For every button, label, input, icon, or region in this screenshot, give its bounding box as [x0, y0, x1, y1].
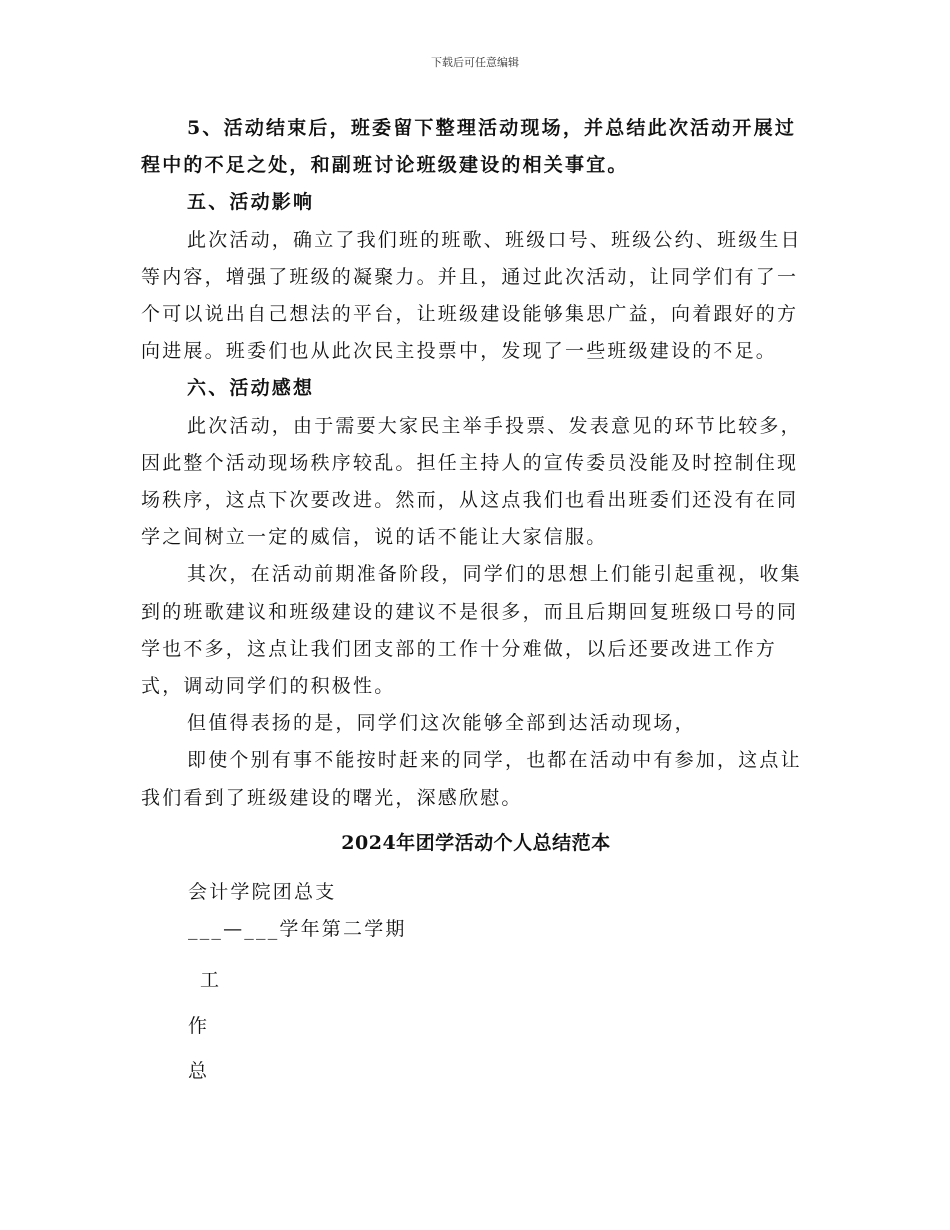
- paragraph-step-5: 5、活动结束后，班委留下整理活动现场，并总结此次活动开展过程中的不足之处，和副班讨论班级建设的相关事宜。: [141, 117, 797, 177]
- department-name: 会计学院团总支: [188, 881, 337, 904]
- term-line: ___—___学年第二学期: [188, 918, 407, 941]
- paragraph-reflection-3: 但值得表扬的是，同学们这次能够全部到达活动现场，: [187, 712, 696, 735]
- document-title: 2024年团学活动个人总结范本: [341, 831, 611, 854]
- vertical-char-2: 作: [188, 1014, 210, 1037]
- paragraph-reflection-4: 即使个别有事不能按时赶来的同学，也都在活动中有参加，这点让我们看到了班级建设的曙光，深感欣慰。: [141, 749, 802, 809]
- heading-activity-impact: 五、活动影响: [187, 191, 315, 214]
- page-header-note: 下载后可任意编辑: [431, 56, 519, 69]
- paragraph-reflection-1: 此次活动，由于需要大家民主举手投票、发表意见的环节比较多，因此整个活动现场秩序较乱。担任主持人的宣传委员没能及时控制住现场秩序，这点下次要改进。然而，从这点我们也看出班委们还没有在同学之间树立一定的威信，说的话不能让大家信服。: [141, 414, 802, 549]
- paragraph-reflection-2: 其次，在活动前期准备阶段，同学们的思想上们能引起重视，收集到的班歌建议和班级建设的建议不是很多，而且后期回复班级口号的同学也不多，这点让我们团支部的工作十分难做，以后还要改进工作方式，调动同学们的积极性。: [141, 563, 802, 698]
- paragraph-impact: 此次活动，确立了我们班的班歌、班级口号、班级公约、班级生日等内容，增强了班级的凝聚力。并且，通过此次活动，让同学们有了一个可以说出自己想法的平台，让班级建设能够集思广益，向着跟好的方向进展。班委们也从此次民主投票中，发现了一些班级建设的不足。: [141, 228, 802, 363]
- heading-activity-reflection: 六、活动感想: [187, 377, 315, 400]
- vertical-char-1: 工: [200, 969, 222, 992]
- document-body: [141, 110, 811, 1098]
- vertical-char-3: 总: [188, 1059, 210, 1082]
- vertical-title: [141, 962, 811, 1090]
